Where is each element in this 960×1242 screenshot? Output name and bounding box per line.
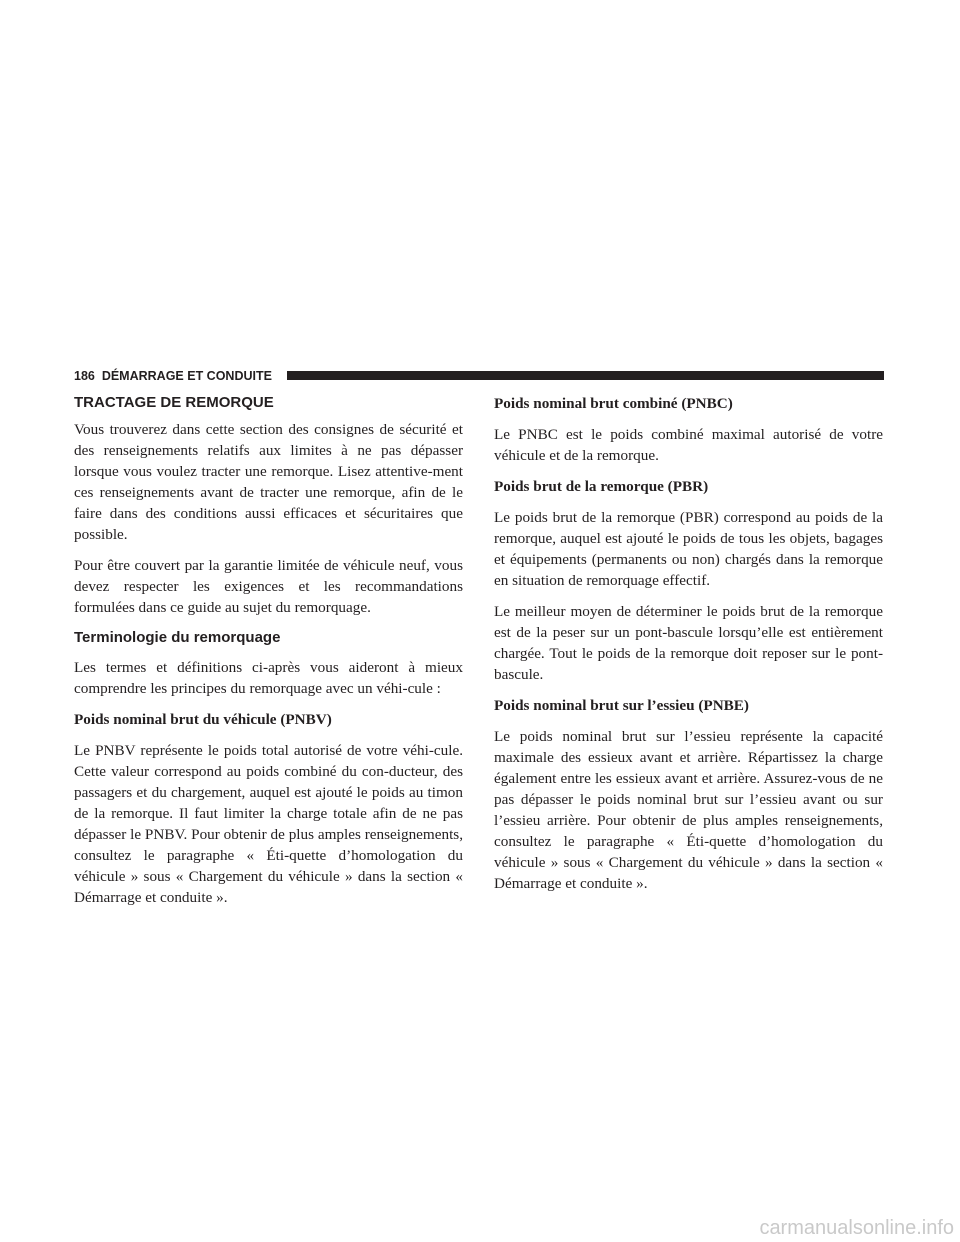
pnbe-heading: Poids nominal brut sur l’essieu (PNBE) <box>494 697 749 714</box>
header-rule <box>287 371 884 380</box>
terminology-heading: Terminologie du remorquage <box>74 629 281 646</box>
pnbv-paragraph: Le PNBV représente le poids total autorisé de votre véhi-cule. Cette valeur correspond au poids combiné du con-ducteur, des passagers et du chargement, auquel est ajouté le poids au timon de la remorque. Il faut limiter la charge totale afin de ne pas dépasser le PNBV. Pour obtenir de plus amples renseignements, consultez le paragraphe « Éti-quette d’homologation du véhicule » sous « Chargement du véhicule » dans la section « Démarrage et conduite ». <box>74 742 463 906</box>
page-header <box>74 368 884 384</box>
pnbv-heading: Poids nominal brut du véhicule (PNBV) <box>74 711 332 728</box>
section-title: DÉMARRAGE ET CONDUITE <box>101 369 272 383</box>
warranty-paragraph: Pour être couvert par la garantie limitée de véhicule neuf, vous devez respecter les exigences et les recommandations formulées dans ce guide au sujet du remorquage. <box>74 557 463 616</box>
intro-paragraph: Vous trouverez dans cette section des consignes de sécurité et des renseignements relatifs aux limites à ne pas dépasser lorsque vous voulez tracter une remorque. Lisez attentive-ment ces renseignements avant de tracter une remorque, afin de le faire dans des conditions aussi efficaces et sécuritaires que possible. <box>74 421 463 543</box>
section-heading: TRACTAGE DE REMORQUE <box>74 394 274 411</box>
terminology-intro: Les termes et définitions ci-après vous aideront à mieux comprendre les principes du remorquage avec un véhi-cule : <box>74 659 463 697</box>
pnbe-paragraph: Le poids nominal brut sur l’essieu représente la capacité maximale des essieux avant et arrière. Répartissez la charge également entre les essieux avant et arrière. Assurez-vous de ne pas dépasser le poids nominal brut sur l’essieu avant ou sur l’essieu arrière. Pour obtenir de plus amples renseignements, consultez le paragraphe « Éti-quette d’homologation du véhicule » sous « Chargement du véhicule » dans la section « Démarrage et conduite ». <box>494 728 883 892</box>
page-number: 186 <box>74 369 95 383</box>
pbr-paragraph-1: Le poids brut de la remorque (PBR) correspond au poids de la remorque, auquel est ajouté le poids de tous les objets, bagages et équipements (permanents ou non) chargés dans la remorque en situation de remorquage effectif. <box>494 509 883 589</box>
pbr-heading: Poids brut de la remorque (PBR) <box>494 478 709 495</box>
right-column <box>494 393 883 904</box>
watermark-link[interactable]: carmanualsonline.info <box>759 1217 954 1239</box>
pbr-paragraph-2: Le meilleur moyen de déterminer le poids brut de la remorque est de la peser sur un pont-bascule lorsqu’elle est entièrement chargée. Tout le poids de la remorque doit reposer sur le pont-bascule. <box>494 603 883 683</box>
left-column <box>74 393 463 918</box>
pnbc-paragraph: Le PNBC est le poids combiné maximal autorisé de votre véhicule et de la remorque. <box>494 426 883 464</box>
header-label <box>74 368 272 384</box>
pnbc-heading: Poids nominal brut combiné (PNBC) <box>494 395 733 412</box>
